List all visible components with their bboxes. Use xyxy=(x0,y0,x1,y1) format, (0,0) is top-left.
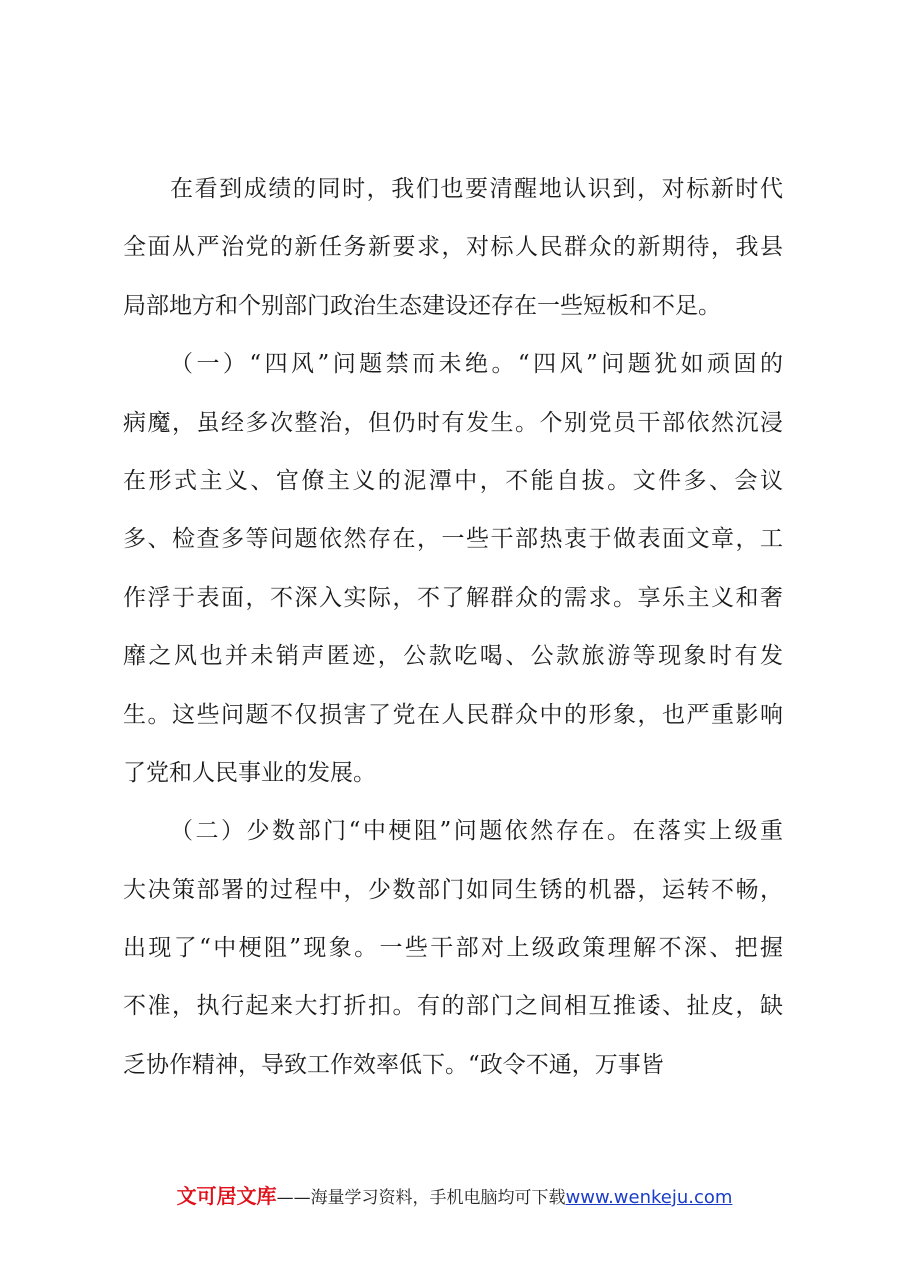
text-line: 乏协作精神，导致工作效率低下。“政令不通，万事皆 xyxy=(123,1051,664,1078)
text-line: 生。这些问题不仅损害了党在人民群众中的形象，也严重影响 xyxy=(123,701,783,728)
document-body xyxy=(123,160,783,1094)
text-line: 不准，执行起来大打折扣。有的部门之间相互推诿、扯皮，缺 xyxy=(123,993,783,1020)
text-line: 多、检查多等问题依然存在，一些干部热衷于做表面文章，工 xyxy=(123,526,783,553)
footer-link[interactable]: www.wenkeju.com xyxy=(565,1187,733,1208)
text-line: 全面从严治党的新任务新要求，对标人民群众的新期待，我县 xyxy=(123,234,783,261)
footer-banner xyxy=(0,1180,909,1209)
footer-brand: 文可居文库 xyxy=(176,1184,277,1208)
text-line: 局部地方和个别部门政治生态建设还存在一些短板和不足。 xyxy=(123,292,721,319)
text-line: 靡之风也并未销声匿迹，公款吃喝、公款旅游等现象时有发 xyxy=(123,643,783,670)
footer-description: 海量学习资料，手机电脑均可下载 xyxy=(310,1188,566,1208)
text-line: （一）“四风”问题禁而未绝。“四风”问题犹如顽固的 xyxy=(170,351,783,378)
text-line: 出现了“中梗阻”现象。一些干部对上级政策理解不深、把握 xyxy=(123,935,783,962)
footer-dash: —— xyxy=(276,1188,311,1208)
text-line: 在看到成绩的同时，我们也要清醒地认识到，对标新时代 xyxy=(170,176,783,202)
text-line: 了党和人民事业的发展。 xyxy=(123,759,376,786)
text-line: 病魔，虽经多次整治，但仍时有发生。个别党员干部依然沉浸 xyxy=(123,409,783,436)
text-line: （二）少数部门“中梗阻”问题依然存在。在落实上级重 xyxy=(170,818,783,845)
text-line: 在形式主义、官僚主义的泥潭中，不能自拔。文件多、会议 xyxy=(123,467,783,494)
text-line: 作浮于表面，不深入实际，不了解群众的需求。享乐主义和奢 xyxy=(123,584,783,611)
text-line: 大决策部署的过程中，少数部门如同生锈的机器，运转不畅， xyxy=(123,876,783,903)
